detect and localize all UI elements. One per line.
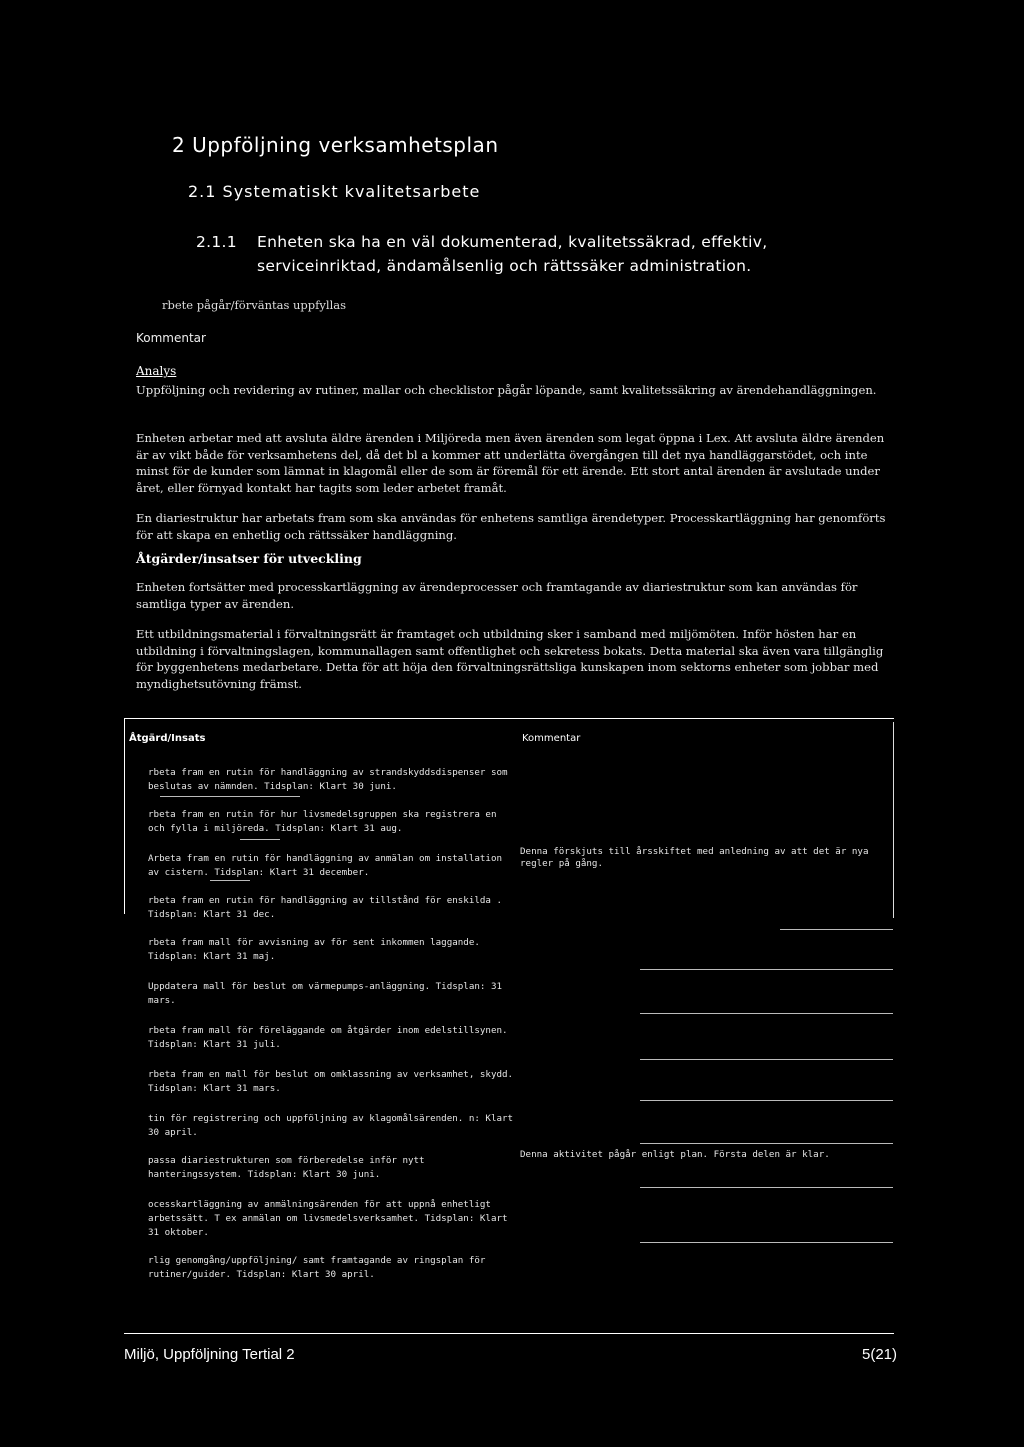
- row-separator: [780, 929, 893, 930]
- paragraph: En diariestruktur har arbetats fram som ska användas för enhetens samtliga ärendetyper. Processkartläggning har genomförts för att skapa en enhetlig och rättssäker handläggning.: [136, 511, 886, 542]
- row-separator: [640, 1059, 893, 1060]
- table-row-action: ocesskartläggning av anmälningsärenden för att uppnå enhetligt arbetssätt. T ex anmälan om livsmedelsverksamhet. Tidsplan: Klart 31 oktober.: [148, 1199, 508, 1238]
- table-row-action: rbeta fram mall för avvisning av för sent inkommen laggande. Tidsplan: Klart 31 maj.: [148, 937, 480, 962]
- footer-rule: [124, 1333, 894, 1334]
- row-separator: [640, 1100, 893, 1101]
- table-row-action: rbeta fram en mall för beslut om omklassning av verksamhet, skydd. Tidsplan: Klart 31 mars.: [148, 1069, 514, 1094]
- measures-heading: Åtgärder/insatser för utveckling: [136, 551, 362, 566]
- table-top-border: [124, 718, 894, 719]
- table-row-action: rbeta fram mall för föreläggande om åtgärder inom edelstillsynen. Tidsplan: Klart 31 juli.: [148, 1025, 508, 1050]
- table-row-action: rlig genomgång/uppföljning/ samt framtagande av ringsplan för rutiner/guider. Tidsplan: Klart 30 april.: [148, 1255, 486, 1280]
- row-separator: [640, 1242, 893, 1243]
- table-row-action: Uppdatera mall för beslut om värmepumps-anläggning. Tidsplan: 31 mars.: [148, 981, 503, 1006]
- table-row-action: Arbeta fram en rutin för handläggning av anmälan om installation av cistern. Tidsplan: Klart 31 december.: [148, 853, 503, 878]
- row-separator: [640, 1187, 893, 1188]
- goal-number: 2.1.1: [196, 233, 237, 251]
- row-separator: [210, 880, 250, 881]
- table-row-action: passa diariestrukturen som förberedelse inför nytt hanteringssystem. Tidsplan: Klart 30 juni.: [148, 1155, 425, 1180]
- footer-title: Miljö, Uppföljning Tertial 2: [124, 1346, 295, 1363]
- row-separator: [240, 839, 280, 840]
- table-row-action: rbeta fram en rutin för handläggning av strandskyddsdispenser som beslutas av nämnden. Tidsplan: Klart 30 juni.: [148, 767, 508, 792]
- table-header-action: Åtgärd/Insats: [129, 733, 206, 744]
- table-row-action: tin för registrering och uppföljning av klagomålsärenden. n: Klart 30 april.: [148, 1113, 514, 1138]
- goal-text: Enheten ska ha en väl dokumenterad, kvalitetssäkrad, effektiv, serviceinriktad, ändamålsenlig och rättssäker administration.: [257, 233, 768, 275]
- table-row-comment: Denna förskjuts till årsskiftet med anledning av att det är nya regler på gång.: [520, 846, 869, 869]
- row-separator: [640, 1143, 893, 1144]
- table-row-action: rbeta fram en rutin för hur livsmedelsgruppen ska registrera en och fylla i miljöreda. Tidsplan: Klart 31 aug.: [148, 809, 497, 834]
- row-separator: [640, 969, 893, 970]
- paragraph: Enheten arbetar med att avsluta äldre ärenden i Miljöreda men även ärenden som legat öppna i Lex. Att avsluta äldre ärenden är av vikt både för verksamhetens del, då det bl a kommer att underlätta övergången till det nya handläggarstödet, och inte minst för de kunder som lämnat in klagomål eller de som är föremål för ett ärende. Ett stort antal ärenden är avslutade under året, eller förnyad kontakt har tagits som leder arbetet framåt.: [136, 431, 885, 495]
- table-row-comment: Denna aktivitet pågår enligt plan. Första delen är klar.: [520, 1149, 830, 1160]
- row-separator: [160, 796, 300, 797]
- subsection-heading: 2.1 Systematiskt kvalitetsarbete: [188, 182, 481, 201]
- analys-label: Analys: [136, 364, 177, 378]
- table-header-comment: Kommentar: [522, 733, 581, 744]
- status-text: rbete pågår/förväntas uppfyllas: [162, 298, 347, 312]
- section-heading: 2 Uppföljning verksamhetsplan: [172, 133, 499, 157]
- row-separator: [640, 1013, 893, 1014]
- kommentar-label: Kommentar: [136, 331, 206, 345]
- table-right-border: [893, 722, 894, 918]
- paragraph: Uppföljning och revidering av rutiner, mallar och checklistor pågår löpande, samt kvalitetssäkring av ärendehandläggningen.: [136, 383, 877, 397]
- table-row-action: rbeta fram en rutin för handläggning av tillstånd för enskilda . Tidsplan: Klart 31 dec.: [148, 895, 503, 920]
- goal-heading: [196, 230, 896, 278]
- paragraph: Enheten fortsätter med processkartläggning av ärendeprocesser och framtagande av diariestruktur som kan användas för samtliga typer av ärenden.: [136, 580, 858, 611]
- page-number: 5(21): [862, 1346, 898, 1363]
- paragraph: Ett utbildningsmaterial i förvaltningsrätt är framtaget och utbildning sker i samband med miljömöten. Inför hösten har en utbildning i förvaltningslagen, kommunallagen samt offentlighet och sekretess bokats. Detta material ska även vara tillgänglig för byggenhetens medarbetare. Detta för att höja den förvaltningsrättsliga kunskapen inom sektorns enheter som jobbar med myndighetsutövning främst.: [136, 627, 884, 691]
- table-left-border: [124, 718, 125, 914]
